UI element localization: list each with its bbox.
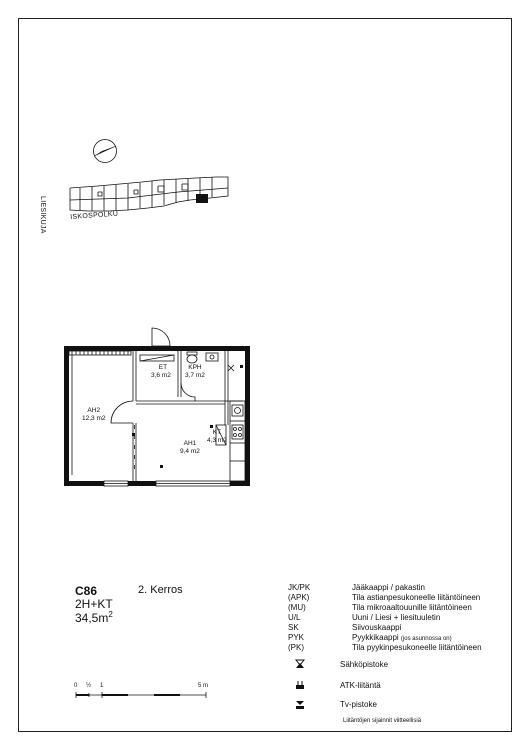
legend-desc-5-text: Pyykkikaappi xyxy=(352,633,399,642)
room-kt-name: KT xyxy=(212,429,222,436)
legend-abbr-0: JK/PK xyxy=(288,583,311,592)
room-ah1 xyxy=(180,440,200,456)
legend-desc-5 xyxy=(352,633,452,642)
scale-one: 1 xyxy=(100,683,104,689)
scale-five: 5 m xyxy=(198,683,209,689)
room-et-area: 3,6 m2 xyxy=(151,372,171,379)
power-socket-icon xyxy=(294,658,306,670)
footnote: Liitäntöjen sijainnit viitteellisiä xyxy=(343,718,422,724)
legend-abbr-6: (PK) xyxy=(288,643,304,652)
legend-desc-3: Uuni / Liesi + liesituuletin xyxy=(352,613,441,622)
room-kph-area: 3,7 m2 xyxy=(185,372,205,379)
room-et xyxy=(151,364,171,380)
room-ah2 xyxy=(82,407,106,423)
room-kt-area: 4,3 m2 xyxy=(207,437,227,444)
room-kph xyxy=(185,364,205,380)
scale-half: ½ xyxy=(86,683,92,689)
legend-abbr-1: (APK) xyxy=(288,593,310,602)
legend-abbr-2: (MU) xyxy=(288,603,306,612)
scale-zero: 0 xyxy=(74,683,78,689)
legend-desc-2: Tila mikroaaltouunille liitäntöineen xyxy=(352,603,472,612)
data-socket-label: ATK-liitäntä xyxy=(340,681,381,690)
unit-area xyxy=(75,610,113,625)
north-arrow-icon xyxy=(88,138,122,164)
legend-abbr-5: PYK xyxy=(288,633,305,642)
street-label-iskospolku: ISKOSPOLKU xyxy=(70,210,119,221)
room-kph-name: KPH xyxy=(188,364,202,371)
unit-area-sup: 2 xyxy=(108,610,113,619)
legend-desc-6: Tila pyykinpesukoneelle liitäntöineen xyxy=(352,643,482,652)
room-et-name: ET xyxy=(158,364,168,371)
street-label-liesikuja: LIESIKUJA xyxy=(39,196,46,234)
power-socket-label: Sähköpistoke xyxy=(340,660,389,669)
legend-desc-1: Tila astianpesukoneelle liitäntöineen xyxy=(352,593,481,602)
room-ah1-name: AH1 xyxy=(183,440,197,447)
legend-desc-4: Siivouskaappi xyxy=(352,623,402,632)
tv-socket-label: Tv-pistoke xyxy=(340,700,377,709)
room-kt xyxy=(207,429,227,445)
data-socket-icon xyxy=(294,679,306,691)
tv-socket-icon xyxy=(294,698,306,710)
legend-desc-0: Jääkaappi / pakastin xyxy=(352,583,425,592)
unit-id: C86 xyxy=(75,584,98,598)
scale-bar xyxy=(74,690,214,700)
floor-label: 2. Kerros xyxy=(138,584,183,596)
room-ah2-name: AH2 xyxy=(87,407,101,414)
legend-abbr-3: U/L xyxy=(288,613,301,622)
room-ah2-area: 12,3 m2 xyxy=(82,415,106,422)
room-ah1-area: 9,4 m2 xyxy=(180,448,200,455)
unit-type: 2H+KT xyxy=(75,597,113,611)
legend-desc-5-note: (jos asunnossa on) xyxy=(400,636,452,642)
legend-abbr-4: SK xyxy=(288,623,299,632)
site-plan xyxy=(68,170,238,216)
unit-area-value: 34,5m xyxy=(75,611,109,625)
